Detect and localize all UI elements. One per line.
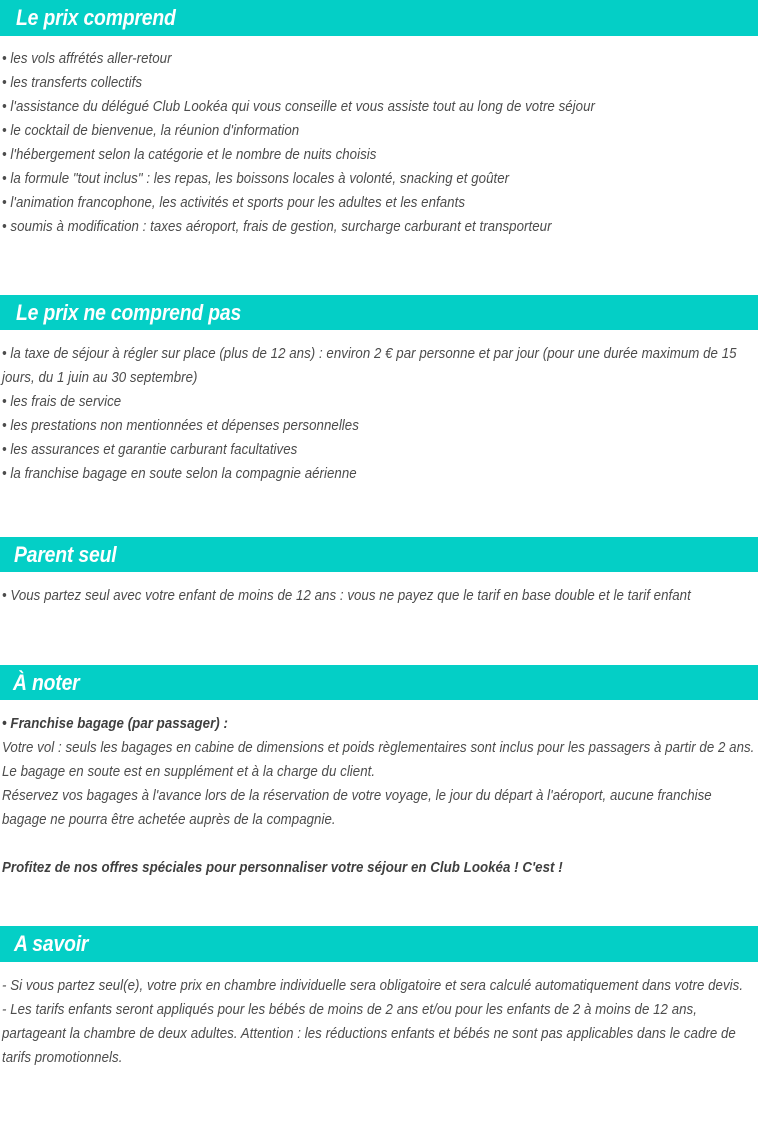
section-body-a-noter [0,700,758,880]
section-title: À noter [13,669,80,695]
list-item: • les vols affrétés aller-retour [2,51,172,67]
list-item: • l'animation francophone, les activités et sports pour les adultes et les enfants [2,195,466,211]
section-body-parent-seul [0,572,758,608]
list-item: • les transferts collectifs [2,75,143,91]
section-body-le-prix-comprend [0,36,758,239]
section-header-le-prix-comprend [0,0,758,36]
paragraph: Votre vol : seuls les bagages en cabine de dimensions et poids règlementaires sont inclus pour les passagers à partir de 2 ans. [2,740,755,756]
section-header-le-prix-ne-comprend-pas [0,295,758,330]
paragraph: Le bagage en soute est en supplément et à la charge du client. [2,764,376,780]
closing-statement: Profitez de nos offres spéciales pour personnaliser votre séjour en Club Lookéa ! C'est ! [2,860,563,876]
section-header-a-noter [0,665,758,700]
section-title: Le prix comprend [16,5,176,30]
section-title: Parent seul [14,541,117,567]
list-item: • les prestations non mentionnées et dépenses personnelles [2,418,359,434]
section-gap [0,239,758,295]
section-gap [0,486,758,537]
section-body-a-savoir [0,962,758,1070]
list-item: • la formule "tout inclus" : les repas, les boissons locales à volonté, snacking et goûter [2,171,510,187]
paragraph: Réservez vos bagages à l'avance lors de la réservation de votre voyage, le jour du départ à l'aéroport, aucune franchise bagage ne pourra être achetée auprès de la compagnie. [2,788,712,828]
section-gap [0,880,758,926]
list-item: • soumis à modification : taxes aéroport, frais de gestion, surcharge carburant et transporteur [2,219,552,235]
section-gap [0,608,758,665]
paragraph-spacer [2,832,756,856]
list-item: • les frais de service [2,394,122,410]
section-header-parent-seul [0,537,758,572]
paragraph: - Si vous partez seul(e), votre prix en chambre individuelle sera obligatoire et sera calculé automatiquement dans votre devis. [2,978,744,994]
list-item: • l'assistance du délégué Club Lookéa qui vous conseille et vous assiste tout au long de votre séjour [2,99,595,115]
list-item: • la franchise bagage en soute selon la compagnie aérienne [2,466,357,482]
section-title: Le prix ne comprend pas [16,299,242,325]
paragraph: - Les tarifs enfants seront appliqués pour les bébés de moins de 2 ans et/ou pour les enfants de 2 à moins de 12 ans, partageant la chambre de deux adultes. Attention : les réductions enfants et bébés ne sont pas applicables dans le cadre de tarifs promotionnels. [2,1002,736,1066]
section-title: A savoir [14,931,89,956]
list-item: • la taxe de séjour à régler sur place (plus de 12 ans) : environ 2 € par personne et par jour (pour une durée maximum de 15 jours, du 1 juin au 30 septembre) [2,346,737,386]
list-item: • les assurances et garantie carburant facultatives [2,442,298,458]
list-item-heading: • Franchise bagage (par passager) : [2,716,228,732]
list-item: • l'hébergement selon la catégorie et le nombre de nuits choisis [2,147,377,163]
section-header-a-savoir [0,926,758,962]
list-item: • le cocktail de bienvenue, la réunion d'information [2,123,300,139]
section-body-le-prix-ne-comprend-pas [0,330,758,486]
list-item: • Vous partez seul avec votre enfant de moins de 12 ans : vous ne payez que le tarif en base double et le tarif enfant [2,588,691,604]
